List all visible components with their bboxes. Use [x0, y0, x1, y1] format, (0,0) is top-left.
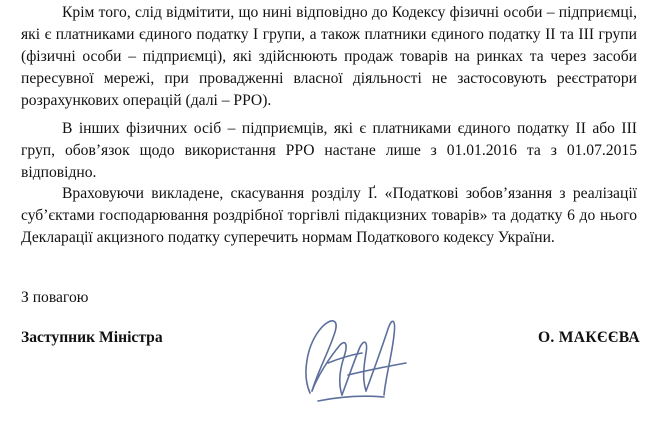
closing-salutation: З повагою — [21, 289, 89, 306]
signatory-name: О. МАКЄЄВА — [537, 329, 640, 346]
handwritten-signature — [288, 305, 413, 410]
signatory-title: Заступник Міністра — [21, 329, 163, 346]
paragraph-conclusion: Враховуючи викладене, скасування розділу Ґ. «Податкові зобов’язання з реалізації суб’єктами господарювання роздрібної торгівлі підакцизних товарів» та додатку 6 до нього Декларації акцизного податку суперечить нормам Податкового кодексу України. — [21, 185, 637, 246]
paragraph-rro-exemption: Крім того, слід відмітити, що нині відповідно до Кодексу фізичні особи – підприємці, які є платниками єдиного податку І групи, а також платники єдиного податку ІІ та ІІІ групи (фізичні особи – підприємці), які здійснюють продаж товарів на ринках та через засоби пересувної мережі, при провадженні власної діяльності не застосовують реєстратори розрахункових операцій (далі – РРО). — [21, 4, 637, 109]
paragraph-rro-dates: В інших фізичних осіб – підприємців, які є платниками єдиного податку ІІ або ІІІ груп, обов’язок щодо використання РРО настане лише з 01.01.2016 та з 01.07.2015 відповідно. — [21, 120, 637, 181]
